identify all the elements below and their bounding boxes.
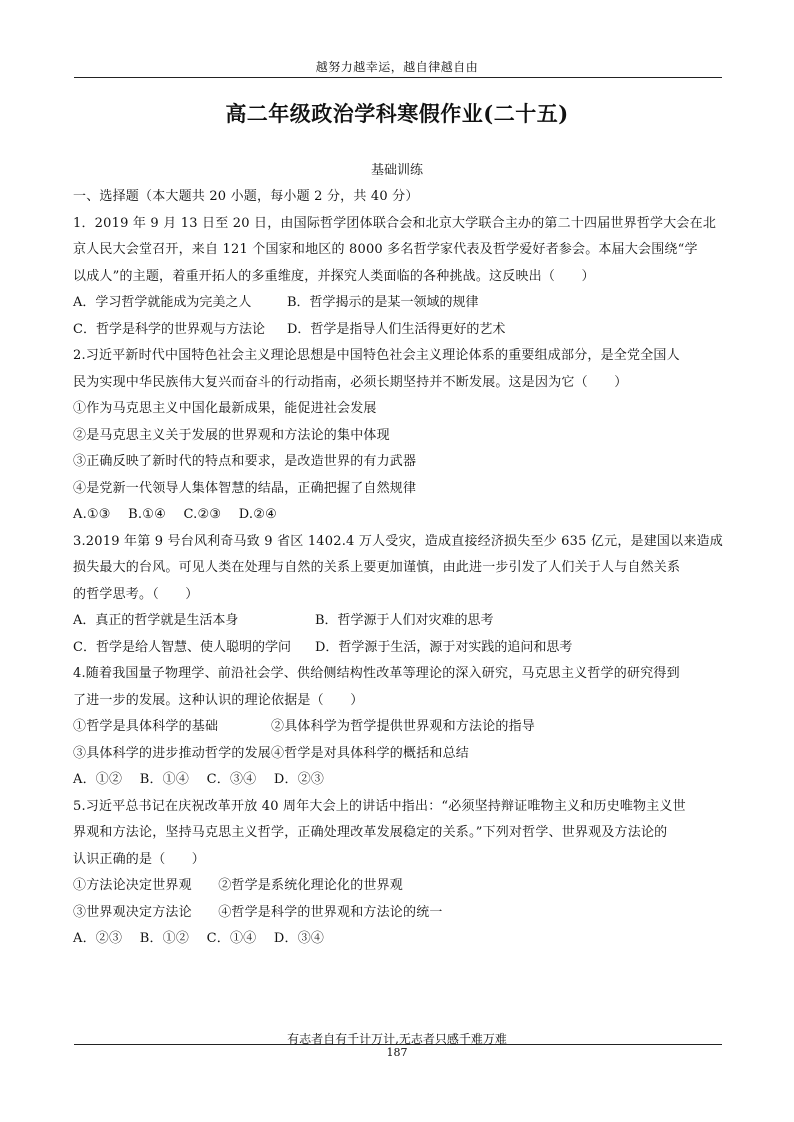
question-2 [73, 343, 721, 529]
part-heading: 一、选择题（本大题共 20 小题，每小题 2 分，共 40 分） [73, 189, 419, 204]
question-line: 3.2019 年第 9 号台风利奇马致 9 省区 1402.4 万人受灾，造成直接经济损失至少 635 亿元，是建国以来造成 [73, 533, 723, 549]
option-b: B．哲学源于人们对灾难的思考 [315, 613, 494, 628]
statement-pair: ③世界观决定方法论 ④哲学是科学的世界观和方法论的统一 [73, 904, 443, 920]
page-title: 高二年级政治学科寒假作业(二十五) [225, 101, 569, 126]
option-row [73, 317, 721, 344]
answer-options: A．①② B．①④ C．③④ D．②③ [73, 772, 325, 787]
header-motto: 越努力越幸运，越自律越自由 [315, 60, 479, 74]
question-line: 损失最大的台风。可见人类在处理与自然的关系上要更加谨慎，由此进一步引发了人们关于人与自然关系 [73, 560, 681, 575]
question-line: 京人民大会堂召开，来自 121 个国家和地区的 8000 多名哲学家代表及哲学爱好者参会。本届大会围绕“学 [73, 242, 698, 257]
option-b: B．哲学揭示的是某一领域的规律 [287, 295, 479, 310]
option-c: C．哲学是给人智慧、使人聪明的学问 [73, 639, 291, 655]
footer-divider [74, 1044, 722, 1045]
question-1 [73, 211, 721, 344]
section-title: 基础训练 [370, 163, 423, 178]
document-body [73, 158, 721, 953]
option-row [73, 290, 721, 317]
statement-pair: ①方法论决定世界观 ②哲学是系统化理论化的世界观 [73, 878, 404, 893]
question-line: 以成人”的主题，着重开拓人的多重维度，并探究人类面临的各种挑战。这反映出（ ） [73, 268, 595, 284]
question-3 [73, 529, 721, 662]
question-line: 民为实现中华民族伟大复兴而奋斗的行动指南，必须长期坚持并不断发展。这是因为它（ ） [73, 374, 628, 390]
option-c: C．哲学是科学的世界观与方法论 [73, 321, 265, 337]
question-line: 1．2019 年 9 月 13 日至 20 日，由国际哲学团体联合会和北京大学联合主办的第二十四届世界哲学大会在北 [73, 215, 717, 231]
option-row [73, 635, 721, 662]
page-number: 187 [386, 1046, 408, 1059]
option-row [73, 608, 721, 635]
answer-options: A．②③ B．①② C．①④ D．③④ [73, 931, 325, 946]
statement-3: ③正确反映了新时代的特点和要求，是改造世界的有力武器 [73, 454, 417, 469]
question-line: 2.习近平新时代中国特色社会主义理论思想是中国特色社会主义理论体系的重要组成部分，是全党全国人 [73, 348, 680, 363]
question-4 [73, 661, 721, 794]
option-a: A．真正的哲学就是生活本身 [73, 613, 239, 628]
statement-1: ①作为马克思主义中国化最新成果，能促进社会发展 [73, 401, 377, 416]
question-line: 界观和方法论，坚持马克思主义哲学，正确处理改革发展稳定的关系。”下列对哲学、世界观及方法论的 [73, 825, 668, 840]
statement-4: ④是党新一代领导人集体智慧的结晶，正确把握了自然规律 [73, 480, 417, 496]
question-line: 的哲学思考。（ ） [73, 586, 199, 602]
statement-pair: ①哲学是具体科学的基础 ②具体科学为哲学提供世界观和方法论的指导 [73, 719, 536, 734]
option-d: D．哲学是指导人们生活得更好的艺术 [287, 321, 506, 337]
question-line: 5.习近平总书记在庆祝改革开放 40 周年大会上的讲话中指出：“必须坚持辩证唯物主义和历史唯物主义世 [73, 798, 686, 814]
question-line: 认识正确的是（ ） [73, 851, 206, 867]
option-d: D．哲学源于生活，源于对实践的追问和思考 [315, 639, 573, 655]
statement-pair: ③具体科学的进步推动哲学的发展④哲学是对具体科学的概括和总结 [73, 745, 470, 761]
footer-motto: 有志者自有千计万计,无志者只感千难万难 [287, 1032, 507, 1046]
header-divider [74, 77, 722, 78]
question-5 [73, 794, 721, 953]
option-a: A．学习哲学就能成为完美之人 [73, 295, 252, 310]
answer-options: A.①③ B.①④ C.②③ D.②④ [73, 507, 277, 522]
statement-2: ②是马克思主义关于发展的世界观和方法论的集中体现 [73, 427, 390, 443]
question-line: 4.随着我国量子物理学、前沿社会学、供给侧结构性改革等理论的深入研究，马克思主义哲学的研究得到 [73, 666, 680, 681]
question-line: 了进一步的发展。这种认识的理论依据是（ ） [73, 692, 364, 708]
